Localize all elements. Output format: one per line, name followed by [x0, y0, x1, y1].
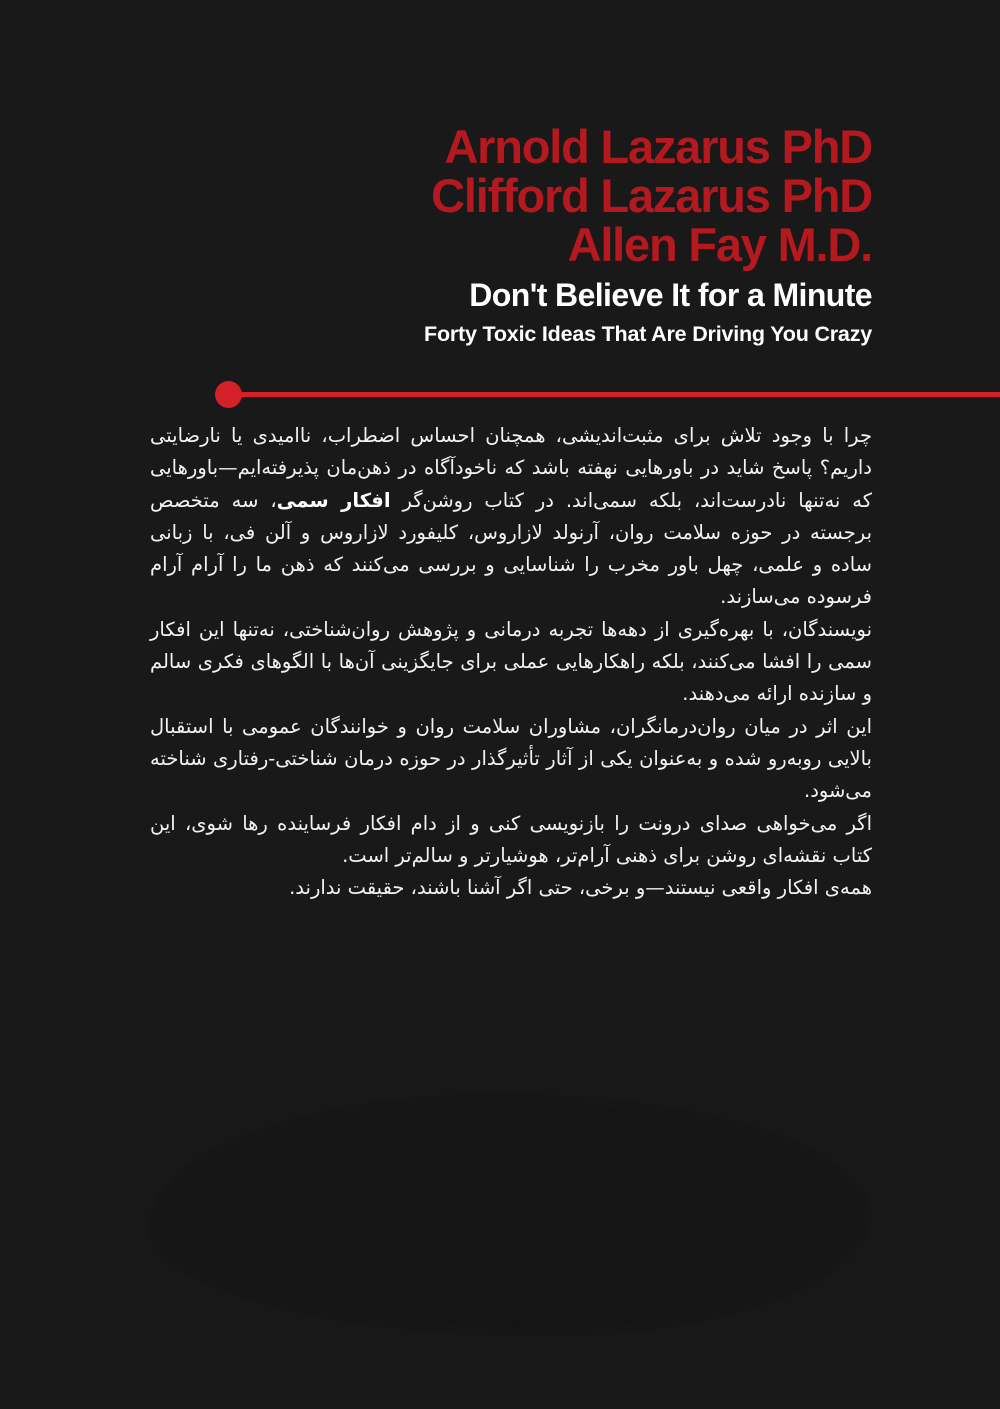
paragraph-text: ، سه متخصص برجسته در حوزه سلامت روان، آرنولد لازاروس، کلیفورد لازاروس و آلن فی، با زبانی ساده و علمی، چهل باور مخرب را شناسایی و بررسی می‌کنند که ذهن ما را آرام آرام فرسوده می‌سازند.	[150, 488, 872, 609]
cover-header	[424, 122, 872, 349]
divider	[215, 381, 1000, 409]
author-name: Clifford Lazarus PhD	[431, 169, 872, 222]
highlighted-book-title: افکار سمی	[276, 488, 391, 512]
description-paragraph: اگر می‌خواهی صدای درونت را بازنویسی کنی و از دام افکار فرساینده رها شوی، این کتاب نقشه‌ای روشن برای ذهنی آرام‌تر، هوشیارتر و سالم‌تر است.	[150, 811, 872, 867]
author-name: Arnold Lazarus PhD	[444, 120, 872, 173]
divider-line	[235, 392, 1000, 397]
book-title: Don't Believe It for a Minute	[469, 277, 872, 313]
book-subtitle: Forty Toxic Ideas That Are Driving You Crazy	[424, 322, 872, 346]
description-paragraph	[150, 420, 872, 614]
divider-dot-icon	[215, 381, 242, 408]
description-paragraph: نویسندگان، با بهره‌گیری از دهه‌ها تجربه درمانی و پژوهش روان‌شناختی، نه‌تنها این افکار سمی را افشا می‌کنند، بلکه راهکارهایی عملی برای جایگزینی آن‌ها با الگوهای فکری سالم و سازنده ارائه می‌دهند.	[150, 617, 872, 706]
author-name: Allen Fay M.D.	[567, 218, 872, 271]
description-paragraph: همه‌ی افکار واقعی نیستند—و برخی، حتی اگر آشنا باشند، حقیقت ندارند.	[289, 876, 872, 900]
book-description	[150, 420, 872, 904]
description-paragraph: این اثر در میان روان‌درمانگران، مشاوران سلامت روان و خوانندگان عمومی با استقبال بالایی روبه‌رو شده و به‌عنوان یکی از آثار تأثیرگذار در حوزه درمان شناختی-رفتاری شناخته می‌شود.	[150, 714, 872, 803]
background-shadow-shape	[150, 1095, 870, 1335]
paragraph-text: چرا با وجود تلاش برای مثبت‌اندیشی، همچنان احساس اضطراب، ناامیدی یا نارضایتی داریم؟ پاسخ شاید در باورهایی نهفته باشد که ناخودآگاه در ذهن‌مان پذیرفته‌ایم—باورهایی که نه‌تنها نادرست‌اند، بلکه سمی‌اند. در کتاب روشن‌گر	[150, 424, 873, 512]
